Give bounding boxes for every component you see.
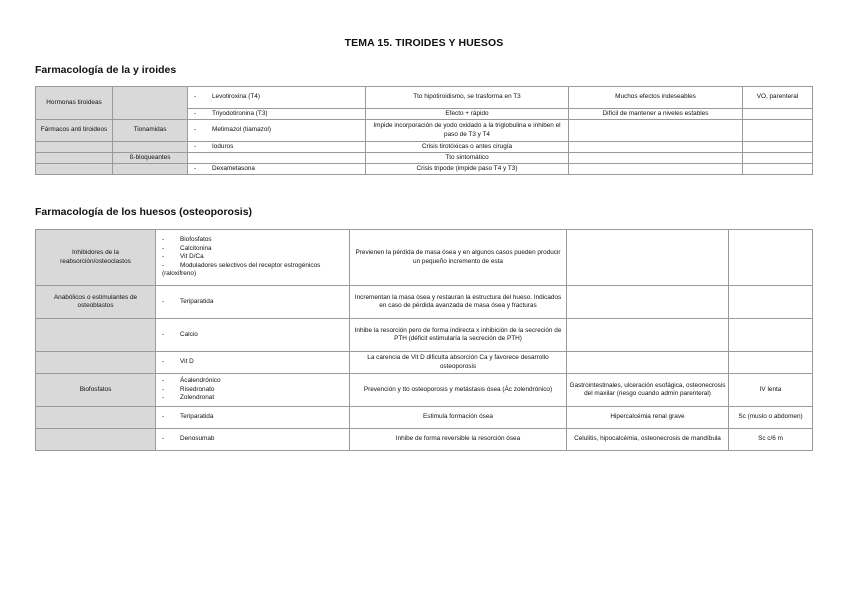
section-heading-bones: Farmacología de los huesos (osteoporosis) [35, 206, 253, 218]
drug-item: - Vit D [162, 358, 347, 367]
cell-category [36, 429, 156, 451]
cell-effects: Gastrointestinales, ulceración esofágica, osteonecrosis del maxilar (riesgo cuando admin parenteral) [567, 374, 729, 407]
drug-item: - Calcitonina [162, 245, 347, 254]
cell-indication: Previenen la pérdida de masa ósea y en algunos casos pueden producir un pequeño incremento de esta [350, 230, 567, 286]
dash-marker: - [194, 93, 197, 101]
cell-category [36, 407, 156, 429]
cell-beta-bloqueantes: ß-bloqueantes [113, 153, 188, 164]
cell-effects [569, 142, 743, 153]
cell-drug [188, 142, 366, 153]
cell-route [729, 230, 813, 286]
cell-indication: Tto hipotiroidismo, se trasforma en T3 [366, 87, 569, 109]
drug-item: - Moduladores selectivos del receptor estrogénicos (raloxifreno) [162, 262, 347, 279]
cell-drug [188, 87, 366, 109]
drug-name: Levotiroxina (T4) [212, 93, 260, 101]
drug-list [162, 435, 347, 444]
dash-marker: - [194, 109, 197, 117]
section-heading-thyroid: Farmacología de la y iroides [35, 64, 177, 76]
drug-item: - Teriparatida [162, 298, 347, 307]
cell-route [743, 164, 813, 175]
drug-item: - Vit D/Ca [162, 253, 347, 262]
cell-indication: Impide incorporación de yodo oxidado a la triglobulina e inhiben el paso de T3 y T4 [366, 120, 569, 142]
cell-route [743, 153, 813, 164]
cell-indication: La carencia de Vit D dificulta absorción Ca y favorece desarrollo osteoporosis [350, 352, 567, 374]
cell-drug [188, 153, 366, 164]
drug-item: - Risedronato [162, 386, 347, 395]
drug-name: Ioduros [212, 142, 234, 150]
cell-category: Inhibidores de la reabsorción/osteoclastos [36, 230, 156, 286]
cell-drugs [156, 230, 350, 286]
cell-effects [569, 120, 743, 142]
cell-drug [188, 120, 366, 142]
cell-empty [36, 164, 113, 175]
cell-empty [36, 153, 113, 164]
bones-table [35, 229, 813, 451]
cell-indication: Prevención y tto osteoporosis y metástasis ósea (Ác zolendrónico) [350, 374, 567, 407]
cell-route: Sc (muslo o abdomen) [729, 407, 813, 429]
cell-route [743, 109, 813, 120]
drug-list [162, 377, 347, 403]
cell-indication: Efecto + rápido [366, 109, 569, 120]
drug-list [162, 236, 347, 279]
dash-marker: - [194, 164, 197, 172]
thyroid-table [35, 86, 813, 175]
cell-route [729, 352, 813, 374]
cell-category [36, 352, 156, 374]
cell-indication: Inhibe la resorción pero de forma indirecta x inhibición de la secreción de PTH (déficit estimularía la secreción de PTH) [350, 319, 567, 352]
page-title: TEMA 15. TIROIDES Y HUESOS [344, 37, 504, 49]
cell-category [36, 319, 156, 352]
cell-route: IV lenta [729, 374, 813, 407]
drug-name: Triyodotironina (T3) [212, 109, 268, 117]
cell-drug [188, 109, 366, 120]
cell-indication: Crisis tripode (impide paso T4 y T3) [366, 164, 569, 175]
cell-farmacos-antitiroideos: Fármacos anti tiroideos [36, 120, 113, 142]
cell-effects: Muchos efectos indeseables [569, 87, 743, 109]
cell-effects: Hipercalcémia renal grave [567, 407, 729, 429]
cell-route [743, 142, 813, 153]
cell-empty [113, 142, 188, 153]
cell-effects [567, 230, 729, 286]
cell-effects: Celulitis, hipocalcémia, osteonecrosis de mandíbula [567, 429, 729, 451]
drug-item: - Zolendronat [162, 394, 347, 403]
cell-effects [567, 352, 729, 374]
drug-name: Dexametasona [212, 164, 255, 172]
cell-drugs [156, 286, 350, 319]
drug-list [162, 358, 347, 367]
cell-drugs [156, 429, 350, 451]
cell-indication: Crisis tirotóxicas o antes cirugía [366, 142, 569, 153]
drug-item: - Teriparatida [162, 413, 347, 422]
dash-marker: - [194, 126, 197, 134]
cell-indication: Tto sintomático [366, 153, 569, 164]
cell-tionamidas: Tionamidas [113, 120, 188, 142]
dash-marker: - [194, 142, 197, 150]
drug-item: - Ácalendrónico [162, 377, 347, 386]
cell-route: Sc c/6 m [729, 429, 813, 451]
cell-empty [113, 87, 188, 120]
drug-item: - Biofosfatos [162, 236, 347, 245]
cell-empty [113, 164, 188, 175]
cell-indication: Inhibe de forma reversible la resorción ósea [350, 429, 567, 451]
cell-category: Anabólicos o estimulantes de osteoblastos [36, 286, 156, 319]
cell-effects [569, 164, 743, 175]
cell-route [743, 120, 813, 142]
cell-category: Biofosfatos [36, 374, 156, 407]
cell-drugs [156, 352, 350, 374]
cell-indication: Estimula formación ósea [350, 407, 567, 429]
drug-list [162, 413, 347, 422]
cell-drugs [156, 374, 350, 407]
cell-route: VO, parenteral [743, 87, 813, 109]
drug-item: - Denosumab [162, 435, 347, 444]
cell-effects: Difícil de mantener a niveles estables [569, 109, 743, 120]
cell-indication: Incrementan la masa ósea y restauran la estructura del hueso. Indicados en caso de pérdida avanzada de masa ósea y fracturas [350, 286, 567, 319]
drug-name: Metimazol (tiamazol) [212, 126, 271, 134]
drug-item: - Calcio [162, 331, 347, 340]
drug-list [162, 331, 347, 340]
cell-drugs [156, 407, 350, 429]
cell-effects [567, 319, 729, 352]
drug-list [162, 298, 347, 307]
cell-hormonas-tiroideas: Hormonas tiroideas [36, 87, 113, 120]
cell-route [729, 319, 813, 352]
cell-drugs [156, 319, 350, 352]
cell-empty [36, 142, 113, 153]
cell-effects [567, 286, 729, 319]
cell-route [729, 286, 813, 319]
cell-drug [188, 164, 366, 175]
cell-effects [569, 153, 743, 164]
